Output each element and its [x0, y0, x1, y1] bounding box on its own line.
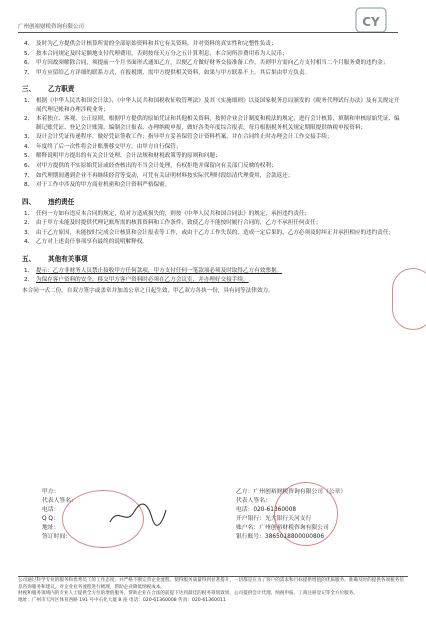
list-item — [22, 276, 400, 284]
party-b-stamp-icon — [274, 482, 338, 546]
list-item — [22, 59, 400, 67]
list-item — [22, 219, 400, 227]
item-number: 7、 — [24, 69, 34, 76]
item-text: 解释说明甲方提出的有关会计处理、会计法规和财税政策等的原则和问题； — [36, 153, 221, 160]
footer-line: 地址：广州市天河区体育西路 191 号中石化大厦 B 座 电话：020-61360008 传真：020-61360011 — [18, 597, 226, 603]
list-item — [22, 143, 400, 151]
party-a-date-label: 签订时间： — [42, 534, 71, 540]
item-number: 4、 — [24, 41, 34, 47]
item-number: 2、 — [24, 116, 34, 123]
section-heading-liability — [22, 196, 400, 206]
item-number: 4、 — [24, 143, 34, 150]
seam-stamp-icon — [392, 268, 426, 330]
item-text: 及时为乙方提供会计核算所需的全部原始资料和其它有关资料，并对资料的真实性和完整性负责； — [36, 41, 277, 47]
item-text: 根据《中华人民共和国会计法》、《中华人民共和国税收征收管理法》及其《实施细则》以及国家税务总局颁发的《税务代理试行办法》及有关规定开展代理记帐和办理涉税业务； — [36, 98, 400, 113]
contract-body — [22, 40, 400, 299]
signature-block — [22, 488, 402, 550]
item-number: 2、 — [24, 277, 34, 284]
item-text: 按本合同规定及时足额地支付代理费用，否则按每天万分之五计算利息，本合同所涉费用币为人民币； — [36, 50, 288, 57]
party-b-phone-label: 电话： — [236, 507, 254, 513]
section-number: 五、 — [22, 254, 36, 263]
list-item — [22, 181, 400, 189]
list-item — [22, 267, 400, 275]
item-number: 1、 — [24, 98, 34, 105]
logo-text: CY — [362, 15, 380, 29]
item-text: 如代理期间遇到企业不再继续经营等变动，可凭有关证明材料按实际代理时段结清代理费用，会款返还； — [36, 172, 294, 179]
party-b-company: 广州创裕财税咨询有限公司（公章） — [253, 489, 347, 495]
section-title: 其他有关事项 — [48, 254, 88, 263]
section-title: 违约责任 — [48, 197, 75, 206]
party-a-phone-label: 电话： — [42, 507, 60, 513]
list-item — [22, 229, 400, 237]
section-heading-other-matters — [22, 253, 400, 263]
item-text: 甲方应留给乙方详细的联系方式，在报税期，需甲方提供相关资料，如果与甲方联系不上，其后果由甲方负责。 — [36, 69, 311, 76]
item-text: 由于乙方原因，未能按时完成会计核算和会计报表等工作，或由于乙方工作失误的，造成一定后果的，乙方必须及时纠正并承担相应的违约责任； — [36, 229, 395, 236]
footer-line: 公司通过科学专业的服务和优秀员工的工作态度，并严格不断完善企业流程，使得服务质量得到显著提升，一切都是在为了客户的需求和目标提供增值的优质服务。准确及时的提供各项税务信息咨询服务和建议，对企业业务流程进行梳理，帮助企业降低纳税成本。 — [18, 578, 404, 590]
closing-paragraph: 本合同一式二份，自双方签字或盖章并加盖公章之日起生效，甲乙双方各执一份，具有同等法律效力。 — [22, 287, 274, 294]
list-item — [22, 172, 400, 180]
party-b-phone-value: 020-61360008 — [253, 507, 297, 513]
item-text: 对甲方提供的不实原始凭证或经查核出的不当会计处理，有权拒绝并保留向有关部门反映的权利； — [36, 162, 277, 169]
item-number: 1、 — [24, 267, 34, 274]
section-number: 三、 — [22, 85, 36, 94]
party-b-bank-label: 开户银行： — [236, 516, 265, 522]
party-a-qq-label: Q Q： — [42, 516, 59, 522]
list-item — [22, 162, 400, 170]
page-footer — [18, 576, 408, 604]
item-number: 7、 — [24, 172, 34, 179]
item-number: 1、 — [24, 210, 34, 217]
item-number: 6、 — [24, 162, 34, 169]
list-item — [22, 133, 400, 141]
item-text: 本着独立、客观、公正原则，根据甲方提供的原始凭证和其他相关资料，按照企业会计制度和税法的规定，进行会计核算，填制和审核原始凭证、编制记账凭证、登记会计账簿、编制会计报表、办理纳税申报，做好各类年度综合报表，每月根据税务机关规定期限提供纳税申报资料； — [36, 116, 400, 131]
item-text: 设计会计凭证传递程序，做好凭证签收工作；指导甲方妥善保管会计资料档案，并在合同终止时办理会计工作交接手续； — [36, 134, 333, 141]
handwritten-signature-icon — [108, 500, 168, 530]
item-text: 对于工作中涉及的甲方商业机密和会计资料严格保密。 — [36, 182, 171, 189]
party-a-rep-label: 代表人签名： — [42, 498, 77, 504]
party-a-title: 甲方： — [42, 489, 60, 495]
party-b-account-name-value: 广州创裕财税咨询有限公司 — [259, 525, 329, 531]
list-item — [22, 40, 400, 48]
list-item — [22, 115, 400, 132]
footer-line: 财税和服务领域内的专业人士提供全方位的增值服务，帮助企业在合法的前提下达到最佳的税务筹划效果，公司提供会计代理、纳税申报、工商注册登记等全方位服务。 — [18, 591, 358, 597]
item-number: 8、 — [24, 182, 34, 189]
list-item — [22, 152, 400, 160]
page-header — [18, 22, 398, 33]
header-company-name: 广州创裕财税咨询有限公司 — [18, 24, 85, 30]
item-number: 5、 — [24, 50, 34, 57]
item-text: 乙方对上述责任事项享有最终的说明解释权。 — [36, 239, 148, 246]
item-number: 6、 — [24, 60, 34, 67]
party-b-account-name-label: 账户名： — [236, 525, 260, 531]
party-b-account-no-value: 3865018800000806 — [265, 534, 325, 540]
item-number: 4、 — [24, 239, 34, 246]
list-item — [22, 69, 400, 77]
item-text: 提示：乙方非财务人员禁止接收甲方任何款项，甲方支付任何一笔款项必须及时取得乙方有效票据。 — [36, 267, 283, 274]
party-b-bank-value: 光大银行天河支行 — [265, 516, 312, 522]
party-b-title-label: 乙方： — [236, 489, 254, 495]
list-item — [22, 238, 400, 246]
section-number: 四、 — [22, 197, 36, 206]
item-text: 甲方因故须解除合同，须提前一个月书面形式通知乙方，以便乙方做好财务交接准备工作，否则甲方需向乙方支付相当二个月服务费的违约金； — [36, 60, 389, 67]
item-number: 3、 — [24, 134, 34, 141]
item-number: 5、 — [24, 153, 34, 160]
list-item — [22, 210, 400, 218]
party-b-rep-label: 代表人签名： — [236, 498, 271, 504]
party-a-address-label: 地址： — [42, 525, 60, 531]
party-b-account-no-label: 银行账号： — [236, 534, 265, 540]
item-text: 任何一方如有违反本合同的规定，给对方造成损失的，则按《中华人民共和国合同法》的规定，承担违约责任； — [36, 210, 311, 217]
list-item — [22, 50, 400, 58]
section-title: 乙方职责 — [48, 85, 75, 94]
list-item — [22, 97, 400, 114]
item-text: 年度终了后一次性将会计账册移交甲方，由甲方自行保管； — [36, 143, 182, 150]
item-number: 2、 — [24, 220, 34, 227]
section-heading-party-b-duties — [22, 83, 400, 93]
item-text: 为保存客户资料的安全，移交甲方客户资料时必须在乙方会议室，并办理好交接手续。 — [36, 277, 249, 284]
item-text: 由于甲方未能及时提供代理记账所需的核算资料和工作条件，致使乙方不能按时履行合同的，乙方不承担任何责任； — [36, 220, 322, 227]
item-number: 3、 — [24, 229, 34, 236]
